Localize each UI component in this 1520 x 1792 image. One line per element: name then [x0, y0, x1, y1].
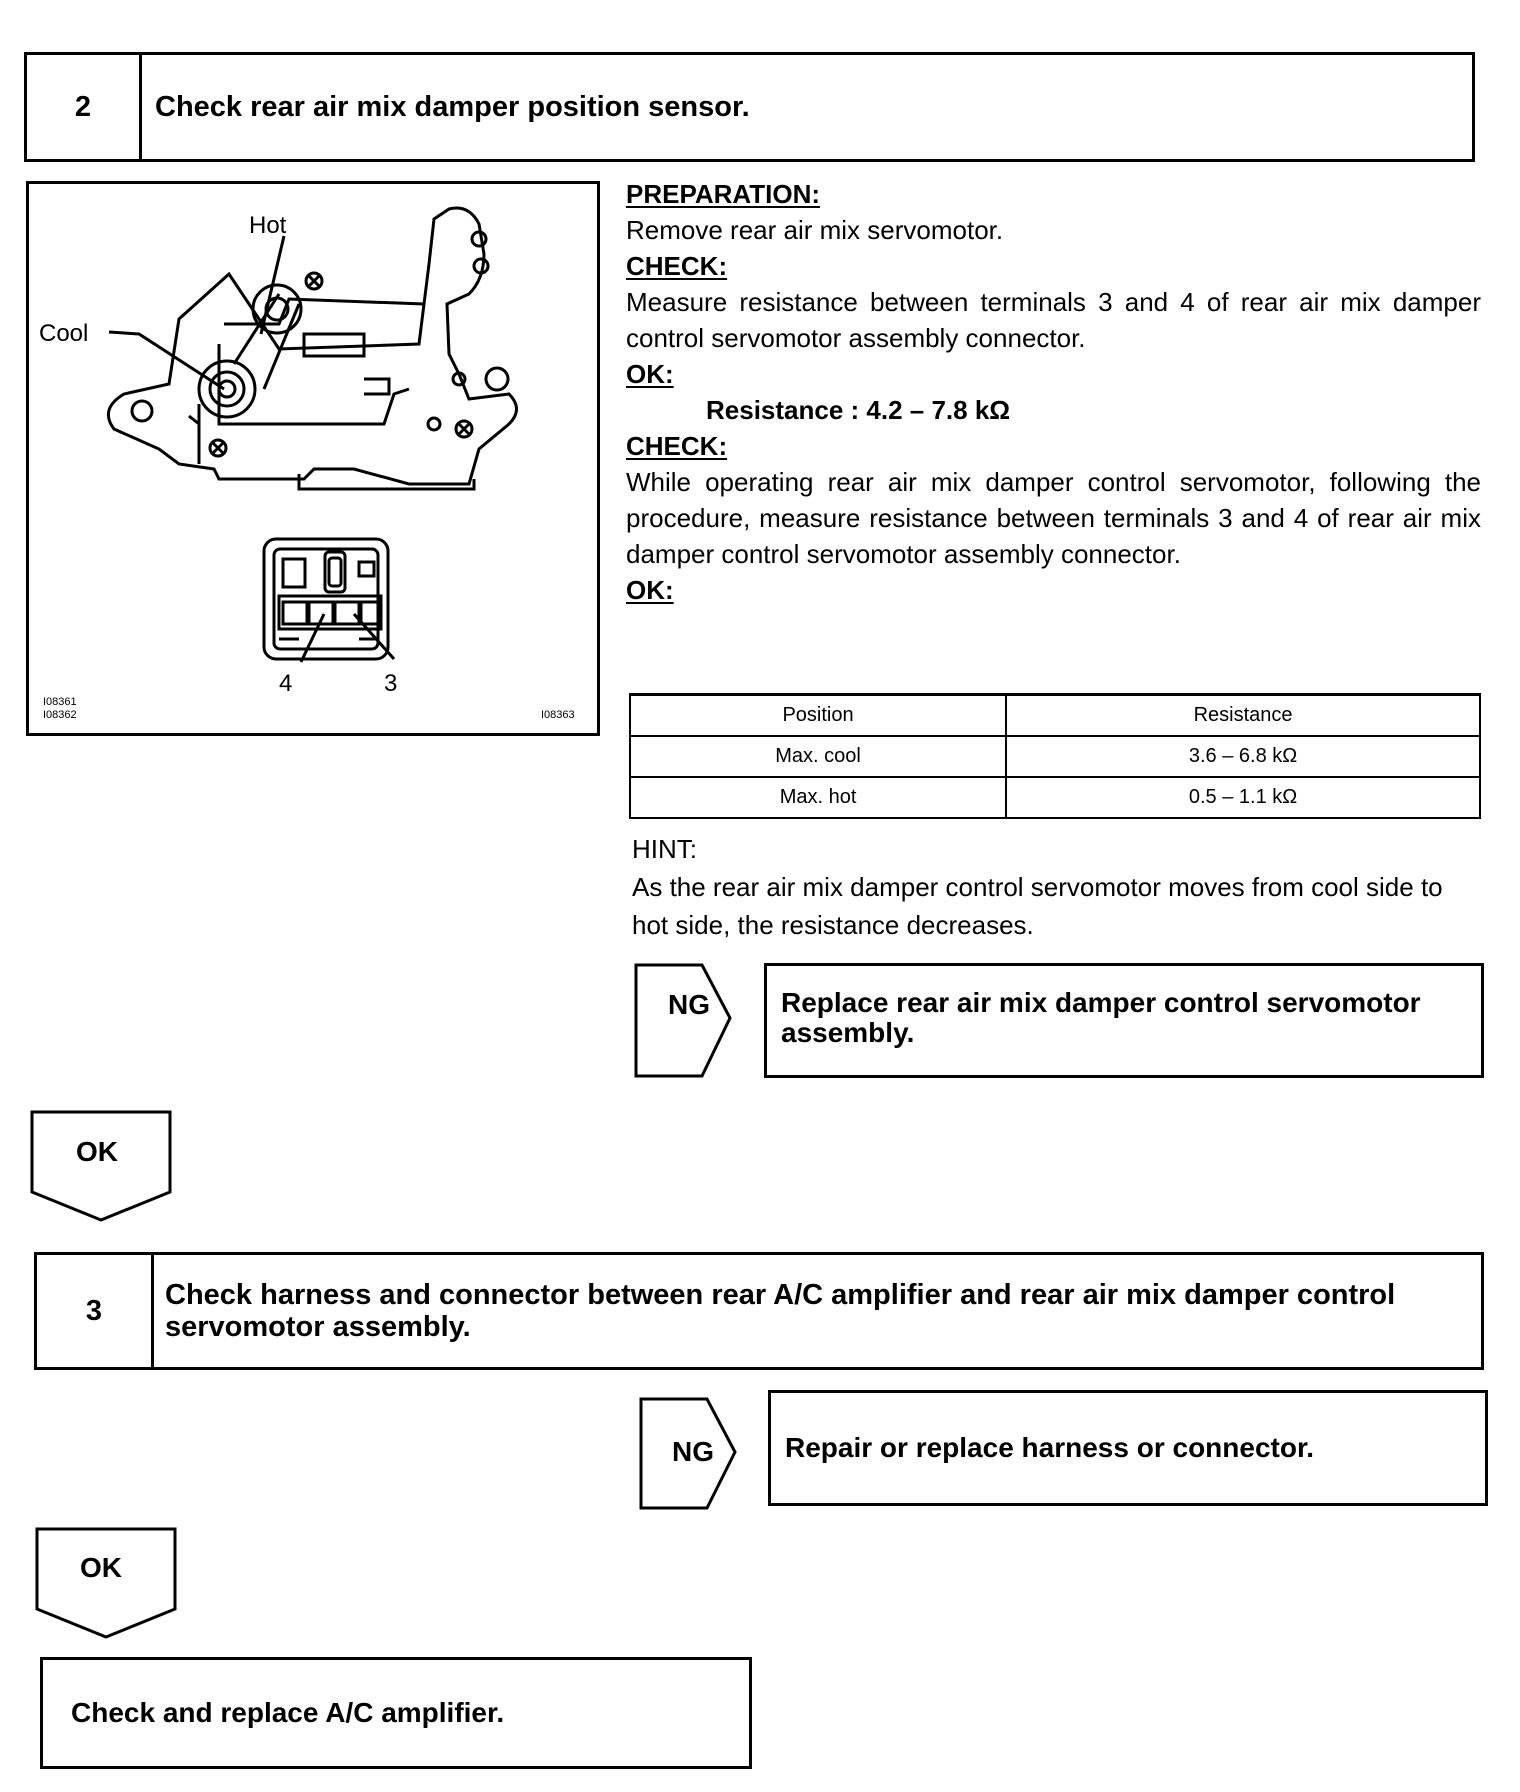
step-title: Check rear air mix damper position sensor. — [155, 91, 750, 123]
servomotor-drawing — [29, 184, 597, 733]
table-row — [630, 736, 1480, 777]
step-title: Check harness and connector between rear A/C amplifier and rear air mix damper control servomotor assembly. — [165, 1279, 1396, 1343]
preparation-heading: PREPARATION: — [626, 179, 821, 209]
label-hot: Hot — [249, 212, 287, 239]
table-header-row — [630, 695, 1480, 737]
hint-heading: HINT: — [632, 834, 697, 864]
step-number: 2 — [27, 55, 142, 159]
table-header-position: Position — [630, 695, 1006, 737]
check-text-2: While operating rear air mix damper control servomotor, following the procedure, measure resistance between terminals 3 and 4 of rear air mix damper control servomotor assembly connector. — [626, 467, 1481, 569]
ok-heading-2: OK: — [626, 575, 674, 605]
damper-sensor-figure — [26, 181, 600, 736]
procedure-text — [626, 176, 1481, 608]
table-cell-resistance: 0.5 – 1.1 kΩ — [1006, 777, 1480, 818]
ng-action-1: Replace rear air mix damper control servomotor assembly. — [764, 963, 1484, 1078]
check-heading-1: CHECK: — [626, 251, 728, 281]
figure-id-left-1: I08361 — [43, 696, 77, 708]
final-action-box: Check and replace A/C amplifier. — [40, 1657, 752, 1769]
table-header-resistance: Resistance — [1006, 695, 1480, 737]
table-cell-position: Max. cool — [630, 736, 1006, 777]
ok-label-2: OK — [80, 1552, 122, 1583]
resistance-spec: Resistance : 4.2 – 7.8 kΩ — [706, 395, 1011, 425]
step-3-header — [34, 1252, 1484, 1370]
table-row — [630, 777, 1480, 818]
ng-arrow-tag-1 — [634, 963, 734, 1079]
ng-action-2: Repair or replace harness or connector. — [768, 1390, 1488, 1506]
ok-label-1: OK — [76, 1136, 118, 1167]
preparation-text: Remove rear air mix servomotor. — [626, 215, 1004, 245]
resistance-table — [629, 693, 1481, 819]
pin-label-4: 4 — [279, 670, 293, 697]
pin-label-3: 3 — [384, 670, 398, 697]
ok-heading-1: OK: — [626, 359, 674, 389]
hint-text: As the rear air mix damper control servomotor moves from cool side to hot side, the resistance decreases. — [632, 872, 1443, 940]
step-number: 3 — [37, 1255, 154, 1367]
hint-section — [632, 830, 1484, 944]
check-heading-2: CHECK: — [626, 431, 728, 461]
check-text-1: Measure resistance between terminals 3 and 4 of rear air mix damper control servomotor assembly connector. — [626, 287, 1481, 353]
ng-label-2: NG — [672, 1436, 714, 1467]
figure-id-left-2: I08362 — [43, 709, 77, 721]
table-cell-resistance: 3.6 – 6.8 kΩ — [1006, 736, 1480, 777]
figure-id-right: I08363 — [541, 709, 575, 721]
table-cell-position: Max. hot — [630, 777, 1006, 818]
label-cool: Cool — [39, 320, 89, 347]
ng-label-1: NG — [668, 989, 710, 1020]
step-2-header — [24, 52, 1475, 162]
